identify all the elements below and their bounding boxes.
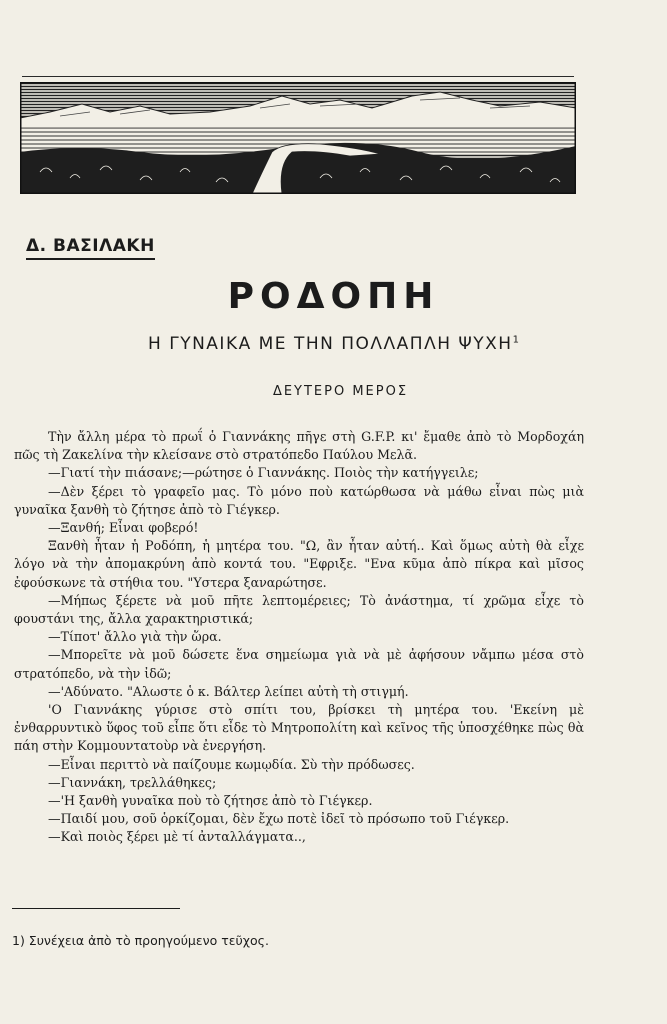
footnote-rule: [12, 908, 180, 909]
paragraph: —Μπορεῖτε νὰ μοῦ δώσετε ἕνα σημείωμα γιὰ νὰ μὲ ἀφήσουν νἄμπω μέσα στὸ στρατόπεδο, νὰ τὴν ἰδῶ;: [14, 647, 584, 681]
subtitle-text: Η ΓΥΝΑΙΚΑ ΜΕ ΤΗΝ ΠΟΛΛΑΠΛΗ ΨΥΧΗ: [148, 334, 513, 354]
paragraph: —Καὶ ποιὸς ξέρει μὲ τί ἀνταλλάγματα..,: [48, 829, 306, 845]
paragraph: —Γιαννάκη, τρελλάθηκες;: [48, 774, 217, 790]
paragraph: —Εἶναι περιττὸ νὰ παίζουμε κωμῳδία. Σὺ τὴν πρόδωσες.: [48, 756, 415, 772]
footnote: 1) Συνέχεια ἀπὸ τὸ προηγούμενο τεῦχος.: [12, 933, 269, 948]
paragraph: —Ξανθή; Εἶναι φοβερό!: [48, 520, 199, 536]
paragraph: —'Αδύνατο. "Αλωστε ὁ κ. Βάλτερ λείπει αὐτὴ τὴ στιγμή.: [48, 683, 409, 699]
article-title: ΡΟΔΟΠΗ: [227, 276, 440, 317]
article-subtitle: [0, 334, 667, 354]
paragraph: —Μήπως ξέρετε νὰ μοῦ πῆτε λεπτομέρειες; Τὸ ἀνάστημα, τί χρῶμα εἶχε τὸ φουστάνι της, ἄλλα χαρακτηριστικά;: [14, 592, 584, 627]
paragraph: —Τίποτ' ἄλλο γιὰ τὴν ὥρα.: [48, 629, 222, 645]
footnote-marker: 1: [512, 334, 519, 346]
paragraph: —Γιατί τὴν πιάσανε;—ρώτησε ὁ Γιαννάκης. Ποιὸς τὴν κατήγγειλε;: [48, 465, 479, 481]
paragraph: —Δὲν ξέρει τὸ γραφεῖο μας. Τὸ μόνο ποὺ κατώρθωσα νὰ μάθω εἶναι πὼς μιὰ γυναῖκα ξανθὴ τὸ ζήτησε ἀπὸ τὸ Γιέγκερ.: [14, 483, 584, 517]
paragraph: Ξανθὴ ἦταν ἡ Ροδόπη, ἡ μητέρα του. "Ω, ἂν ἦταν αὐτή.. Καὶ ὅμως αὐτὴ θὰ εἶχε λόγο νὰ τὴν ἀπομακρύνη ἀπὸ κοντά του. "Εφριξε. "Ενα κῦμα ἀπὸ πίκρα καὶ μῖσος ἐφούσκωνε τὰ στήθια του. "Υστερα ξαναρώτησε.: [14, 538, 584, 590]
landscape-illustration: [20, 82, 576, 194]
author-name: Δ. ΒΑΣΙΛΑΚΗ: [26, 236, 155, 260]
paragraph: —'Η ξανθὴ γυναῖκα ποὺ τὸ ζήτησε ἀπὸ τὸ Γιέγκερ.: [48, 793, 373, 809]
article-body: [14, 428, 584, 847]
paragraph: 'Ο Γιαννάκης γύρισε στὸ σπίτι του, βρίσκει τὴ μητέρα του. 'Εκείνη μὲ ἐνθαρρυντικὸ ὕφος τοῦ εἶπε ὅτι εἶδε τὸ Μητροπολίτη καὶ κεῖνος τῆς ὑποσχέθηκε πὼς θὰ πάη στὴν Κομμουντατοὺρ νὰ ἐνεργήση.: [14, 702, 584, 754]
part-heading: ΔΕΥΤΕΡΟ ΜΕΡΟΣ: [272, 384, 409, 399]
paragraph: Τὴν ἄλλη μέρα τὸ πρωΐ ὁ Γιαννάκης πῆγε στὴ G.F.P. κι' ἔμαθε ἀπὸ τὸ Μορδοχάη πῶς τὴ Ζακελίνα τὴν κλείσανε στὸ στρατόπεδο Παύλου Μελᾶ.: [14, 429, 584, 463]
top-rule: [22, 76, 574, 77]
paragraph: —Παιδί μου, σοῦ ὁρκίζομαι, δὲν ἔχω ποτὲ ἰδεῖ τὸ πρόσωπο τοῦ Γιέγκερ.: [48, 811, 510, 827]
